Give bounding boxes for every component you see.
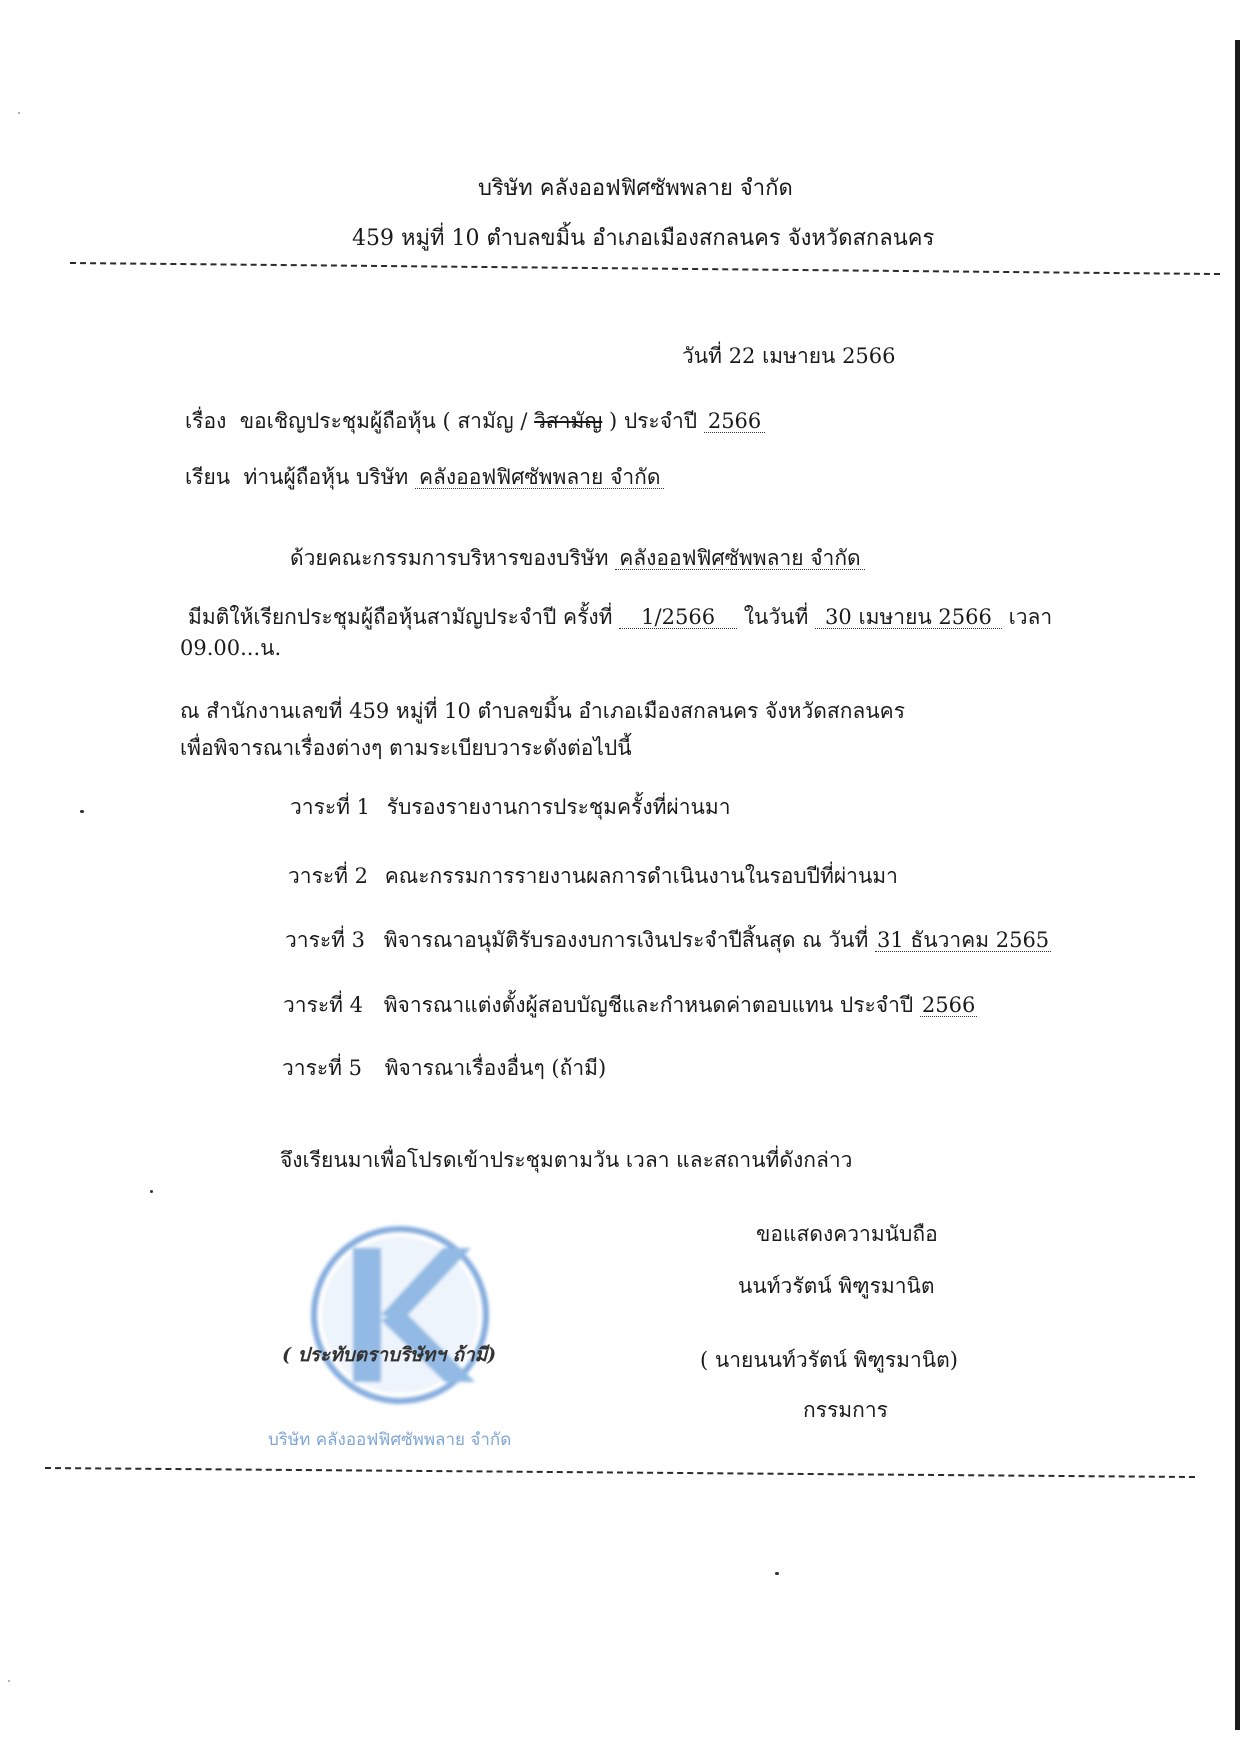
agenda-item: [283, 995, 977, 1017]
agenda-item: [290, 797, 731, 818]
recipient-company: คลังออฟฟิศซัพพลาย จำกัด: [415, 467, 665, 489]
resolution-line: [188, 607, 1052, 629]
subject-year: 2566: [704, 411, 765, 433]
scan-speck: [150, 1190, 153, 1193]
stamp-caption: บริษัท คลังออฟฟิศซัพพลาย จำกัด: [268, 1430, 512, 1450]
subject-struck-option: วิสามัญ: [534, 409, 603, 433]
recipient-text: ท่านผู้ถือหุ้น บริษัท: [243, 465, 409, 489]
scan-edge: [1235, 40, 1240, 1730]
scan-speck: [8, 1680, 10, 1682]
agenda-item: [288, 866, 898, 887]
agenda-filled-year: 2566: [921, 993, 976, 1017]
subject-line: [185, 411, 765, 433]
subject-label: เรื่อง: [185, 409, 227, 433]
purpose-line: เพื่อพิจารณาเรื่องต่างๆ ตามระเบียบวาระดังต่อไปนี้: [180, 736, 632, 760]
scan-speck: [775, 1572, 779, 1575]
scan-speck: [18, 112, 20, 114]
agenda-item: [285, 930, 1051, 952]
company-stamp: [305, 1220, 495, 1410]
company-name: บริษัท คลังออฟฟิศซัพพลาย จำกัด: [478, 176, 793, 201]
recipient-label: เรียน: [185, 465, 231, 489]
header-divider: [70, 262, 1220, 275]
intro-line: [290, 548, 865, 570]
date-label: วันที่: [682, 344, 722, 368]
agenda-text: พิจารณาแต่งตั้งผู้สอบบัญชีและกำหนดค่าตอบแทน ประจำปี: [383, 993, 914, 1017]
agenda-text: รับรองรายงานการประชุมครั้งที่ผ่านมา: [386, 795, 731, 819]
footer-divider: [45, 1467, 1195, 1478]
agenda-label: วาระที่ 5: [282, 1056, 363, 1080]
intro-company: คลังออฟฟิศซัพพลาย จำกัด: [615, 548, 865, 570]
agenda-item: [282, 1058, 606, 1079]
stamp-letter: K: [305, 1220, 306, 1221]
subject-text: ขอเชิญประชุมผู้ถือหุ้น ( สามัญ /: [239, 409, 528, 433]
closing-line: จึงเรียนมาเพื่อโปรดเข้าประชุมตามวัน เวลา และสถานที่ดังกล่าว: [280, 1148, 853, 1172]
date-line: [682, 346, 896, 367]
time-label: เวลา: [1008, 605, 1053, 629]
signature-regards: ขอแสดงความนับถือ: [756, 1222, 938, 1246]
meeting-time: 09.00...น.: [180, 636, 282, 660]
agenda-label: วาระที่ 2: [288, 864, 369, 888]
meeting-date: 30 เมษายน 2566: [815, 607, 1002, 629]
agenda-text: พิจารณาเรื่องอื่นๆ (ถ้ามี): [384, 1056, 607, 1080]
company-address: 459 หมู่ที่ 10 ตำบลขมิ้น อำเภอเมืองสกลนคร จังหวัดสกลนคร: [352, 226, 935, 251]
agenda-label: วาระที่ 3: [285, 928, 366, 952]
agenda-label: วาระที่ 1: [290, 795, 371, 819]
signature-full-name: ( นายนนท์วรัตน์ พิฑูรมานิต): [700, 1348, 958, 1372]
agenda-label: วาระที่ 4: [283, 993, 364, 1017]
resolution-text: มีมติให้เรียกประชุมผู้ถือหุ้นสามัญประจำปี ครั้งที่: [188, 605, 613, 629]
subject-after: ) ประจำปี: [608, 409, 698, 433]
intro-text: ด้วยคณะกรรมการบริหารของบริษัท: [290, 546, 609, 570]
on-date-label: ในวันที่: [743, 605, 809, 629]
venue-line: ณ สำนักงานเลขที่ 459 หมู่ที่ 10 ตำบลขมิ้น อำเภอเมืองสกลนคร จังหวัดสกลนคร: [180, 699, 905, 723]
agenda-filled-date: 31 ธันวาคม 2565: [877, 928, 1050, 952]
stamp-note: ( ประทับตราบริษัทฯ ถ้ามี): [282, 1344, 497, 1366]
recipient-line: [185, 467, 664, 489]
signature-name: นนท์วรัตน์ พิฑูรมานิต: [738, 1274, 935, 1298]
date-value: 22 เมษายน 2566: [728, 344, 896, 368]
scan-speck: [80, 810, 84, 813]
agenda-text: พิจารณาอนุมัติรับรองงบการเงินประจำปีสิ้นสุด ณ วันที่: [383, 928, 869, 952]
signature-position: กรรมการ: [803, 1398, 888, 1422]
agenda-text: คณะกรรมการรายงานผลการดำเนินงานในรอบปีที่ผ่านมา: [384, 864, 898, 888]
meeting-number: 1/2566: [619, 607, 737, 629]
